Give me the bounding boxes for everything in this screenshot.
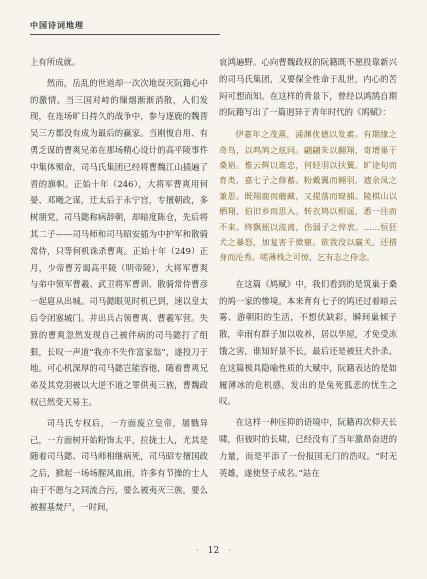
page-dash-left: · — [196, 546, 199, 556]
paragraph: 哀鸿遍野。心向曹魏政权的阮籍既不愿投靠新兴的司马氏集团，又要保全性命于乱世，内心的苦闷可想而知。在这样的背景下，曾经以鸿鹄自期的阮籍写出了一篇迥异于青年时代的《鸠赋》： — [219, 57, 397, 118]
paragraph: 在这篇《鸠赋》中，我们看到的是筑巢于桑的鸠一家的惨境。本来育有七子的鸠还过着暗云雾、游朝阳的生活，不想伏缺彩，瞬间巢倾子散，幸雨有群子加以收养，居以华屋，才免受冻饿之害，谁知好景不长，最后还是被狂犬扑杀。在这篇极具隐喻性质的大赋中，阮籍表达的是如履薄冰的危机感，发出的是兔死狐悲的忧生之叹。 — [219, 278, 397, 407]
page-dash-right: · — [228, 546, 231, 556]
header-rule — [30, 34, 220, 35]
running-header: 中国诗词地理 — [30, 20, 84, 30]
left-column — [30, 54, 208, 520]
paragraph: 上有所成就。 — [30, 57, 81, 67]
paragraph: 在这样一种压抑的语境中，阮籍再次仰天长啸，但彼时的长啸，已经没有了当年激昂奋进的力量，而是平添了一份报国无门的浩叹。“时无英雄，遂使竖子成名。”站在 — [219, 417, 397, 478]
paragraph: 司马氏专权后，一方面废立皇帝，屠戮异己，一方面树开始粉饰太平，拉拢士人，尤其是随着司马懿、司马师相继病死，司马昭专擅国政之后，掀起一场场腥风血雨，许多有节操的士人由于不愿与之同流合污，要么被夷灭三族，要么被握基焚尸，一时间， — [30, 417, 208, 512]
paragraph: 然而，岳乱的世道却一次次地误灭阮籍心中的激情。当三国对峙的缫烟渐渐消散，人们发现，在连场旷日持久的战争中，参与逐鹿的魏晋吴三方都没有成为最后的赢家。当刚愎自用、有勇乏谋的曹爽兄弟在那场精心设计的高平陵事件中集体殒命，司马氏集团已经将曹魏江山插遍了晋的旗帜。正始十年（246），大将军曹爽用何晏、邓飏之谋，迁太后于永宁宫，专擅朝政，多树朋党。司马懿称病辞朝，却暗度陈仓，先后将其二子——司马师和司马昭安插为中护军和散骑常侍，只等何机诛杀曹爽。正始十年（249）正月，少帝曹芳谒高平陵（明帝陵），大将军曹爽与弟中领军曹羲、武卫将军曹训、散骑常侍曹彦一起扈从出城。司马懿眼见时机已到，速以皇太后令闭塞城门。并出兵占领曹爽、曹羲军营。失算的曹爽忽然发现自己被伴病的司马懿打了组狠，长叹一声道“我亦不失作富家翁”，遂投刀于地。可心机深厚的司马懿岂能容他，随着曹爽兄弟及其党羽被以大逆不道之罪供夷三族，曹魏政权已然变天易主。 — [30, 77, 208, 407]
page-footer — [0, 546, 427, 556]
right-column — [219, 54, 397, 485]
poem-excerpt: 伊嘉年之茂熹，涌渊优德以发素。有期缘之奇鸟，以鸣鸠之炫同。翩翩朱以翻翔，寄增巢于桑裕。惟云辉以谁忠，何轻羽以扶翼。旷途旬而育类，嘉七子之修蓄。粉戴翼而翱羽，遗余凤之兼思。既翔鹿而蘑藏，又提落而窥捕。陵棋山以栖翔，伯旧乡而思入。转衣鸠以相遥，悉一往而不来。终飘摇以流离，伤弱子之悴衷。……恒狂犬之暴怒，加复害于微躯。欲我没以羸关，还措身而沦秀。嗟薄栈之可悼，乞有志之侍念。 — [219, 129, 397, 263]
page-number: 12 — [207, 546, 220, 556]
